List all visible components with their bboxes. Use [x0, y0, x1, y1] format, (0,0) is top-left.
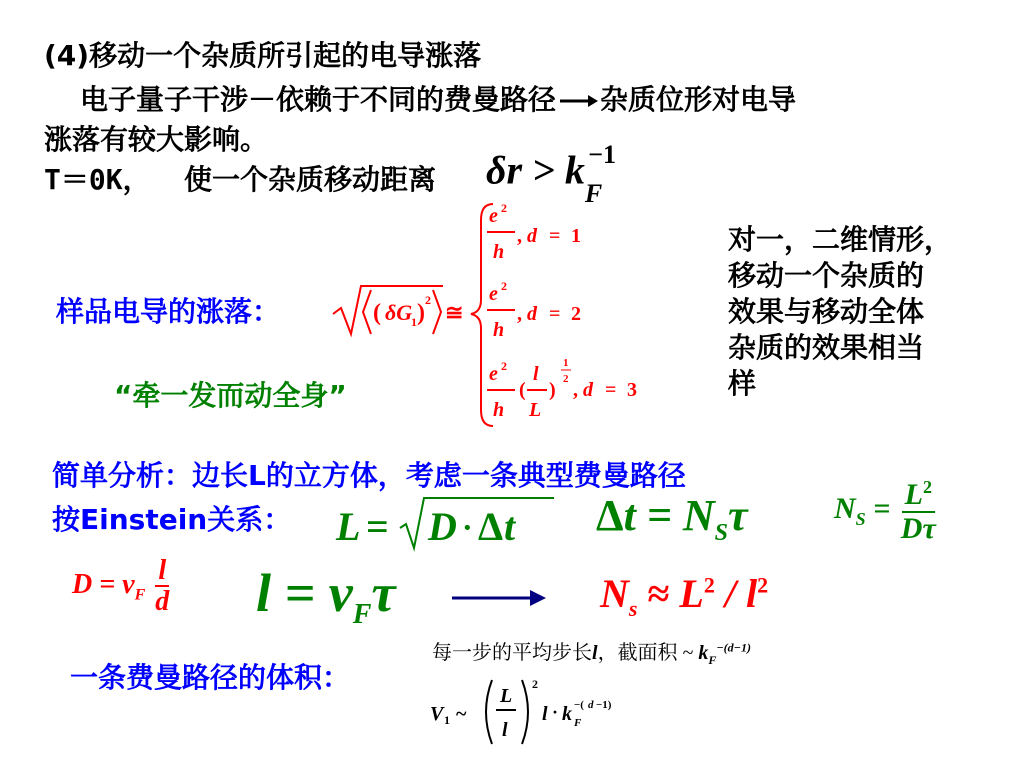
svg-text:,: , [517, 303, 522, 325]
side-note-line: 对一，二维情形， [728, 223, 953, 256]
svg-text:1: 1 [444, 713, 450, 727]
svg-text:Δ: Δ [478, 504, 504, 549]
svg-text:~: ~ [456, 703, 467, 725]
temperature-label: T＝0K， [44, 163, 151, 196]
steps-ratio-formula: $N_s \approx L^2 / l^2$ [600, 571, 769, 621]
cross-section-text: 截面积 [617, 640, 678, 664]
svg-text:2: 2 [571, 303, 581, 325]
side-note-line: 移动一个杂质的 [728, 259, 925, 292]
svg-text:d: d [583, 379, 593, 401]
svg-text:l: l [533, 363, 539, 385]
svg-text:1: 1 [411, 315, 417, 329]
svg-text:2: 2 [563, 373, 569, 385]
intro-text-1: 电子量子干涉－依赖于不同的费曼路径 [80, 83, 557, 116]
svg-text:=: = [366, 504, 389, 549]
implies-arrow-icon [450, 586, 546, 610]
move-distance-text: 使一个杂质移动距离 [184, 163, 437, 196]
svg-text:e: e [489, 205, 498, 227]
svg-text:e: e [489, 283, 498, 305]
svg-text:e: e [489, 363, 498, 385]
svg-text:): ) [417, 300, 425, 326]
diffusion-coefficient-formula: $D = v_F$ $\frac{l}{d}$ [72, 555, 170, 618]
intro-line-2: 涨落有较大影响。 [44, 123, 269, 156]
side-note-line: 杂质的效果相当 [728, 331, 925, 364]
conductance-fluctuation-formula [325, 196, 665, 436]
svg-text:2: 2 [501, 359, 507, 373]
einstein-label: 按Einstein关系： [52, 503, 292, 536]
svg-text:=: = [549, 303, 561, 325]
svg-text:1: 1 [571, 225, 581, 247]
svg-text:l: l [542, 703, 548, 725]
svg-text:,: , [573, 379, 578, 401]
slide-heading: (4)移动一个杂质所引起的电导涨落 [44, 39, 482, 72]
side-note-line: 效果与移动全体 [728, 295, 925, 328]
path-volume-label: 一条费曼路径的体积： [70, 661, 351, 694]
move-distance-formula: $\delta r > k_F^{-1}$ [486, 140, 617, 209]
svg-text:V: V [430, 703, 444, 725]
svg-text:−(: −( [574, 699, 584, 711]
step-cross-section-line: 每一步的平均步长l，截面积 ~ $k_F^{-(d-1)}$ [432, 640, 751, 667]
svg-text:t: t [504, 504, 516, 549]
svg-text:): ) [549, 379, 556, 401]
side-note-line: 样 [728, 367, 757, 400]
number-of-steps-formula: $N_S$ = $\frac{L^2}{D\tau}$ [834, 477, 936, 545]
svg-text:(: ( [519, 379, 526, 401]
svg-text:≅: ≅ [445, 300, 464, 325]
svg-text:2: 2 [532, 677, 538, 691]
intro-text-2: 杂质位形对电导 [600, 83, 797, 116]
svg-text:D: D [428, 504, 457, 549]
svg-text:d: d [527, 303, 537, 325]
svg-text:L: L [336, 504, 361, 549]
svg-text:d: d [527, 225, 537, 247]
svg-text:=: = [605, 379, 617, 401]
svg-text:·: · [552, 702, 559, 722]
svg-text:k: k [562, 703, 572, 725]
svg-text:2: 2 [501, 279, 507, 293]
svg-text:F: F [574, 717, 582, 729]
mean-free-path-formula: $l = v_F\tau$ [256, 563, 396, 630]
svg-text:δG: δG [385, 300, 413, 325]
proverb-quote: “牵一发而动全身” [114, 379, 347, 412]
svg-text:L: L [529, 399, 542, 421]
intro-line-1 [80, 78, 796, 118]
svg-text:h: h [493, 319, 505, 341]
svg-text:2: 2 [425, 293, 431, 307]
time-steps-formula: $\Delta t = N_S\tau$ [596, 491, 748, 546]
svg-text:=: = [549, 225, 561, 247]
path-volume-formula [428, 672, 638, 752]
sample-conductance-label: 样品电导的涨落： [56, 295, 281, 328]
analysis-line: 简单分析：边长L的立方体，考虑一条典型费曼路径 [52, 459, 686, 492]
svg-text:(: ( [373, 300, 381, 326]
svg-text:L: L [500, 685, 513, 707]
length-diffusion-formula [332, 490, 562, 560]
svg-text:h: h [493, 241, 505, 263]
svg-text:l: l [502, 719, 508, 741]
svg-text:2: 2 [501, 201, 507, 215]
svg-text:1: 1 [563, 357, 569, 369]
side-note [728, 222, 952, 402]
svg-text:·: · [462, 509, 473, 545]
svg-text:d: d [588, 699, 594, 711]
svg-text:h: h [493, 399, 505, 421]
svg-text:−1): −1) [596, 699, 612, 711]
avg-step-text: 每一步的平均步长 [432, 640, 592, 664]
svg-text:,: , [517, 225, 522, 247]
right-arrow-icon [558, 91, 598, 111]
svg-text:3: 3 [627, 379, 637, 401]
